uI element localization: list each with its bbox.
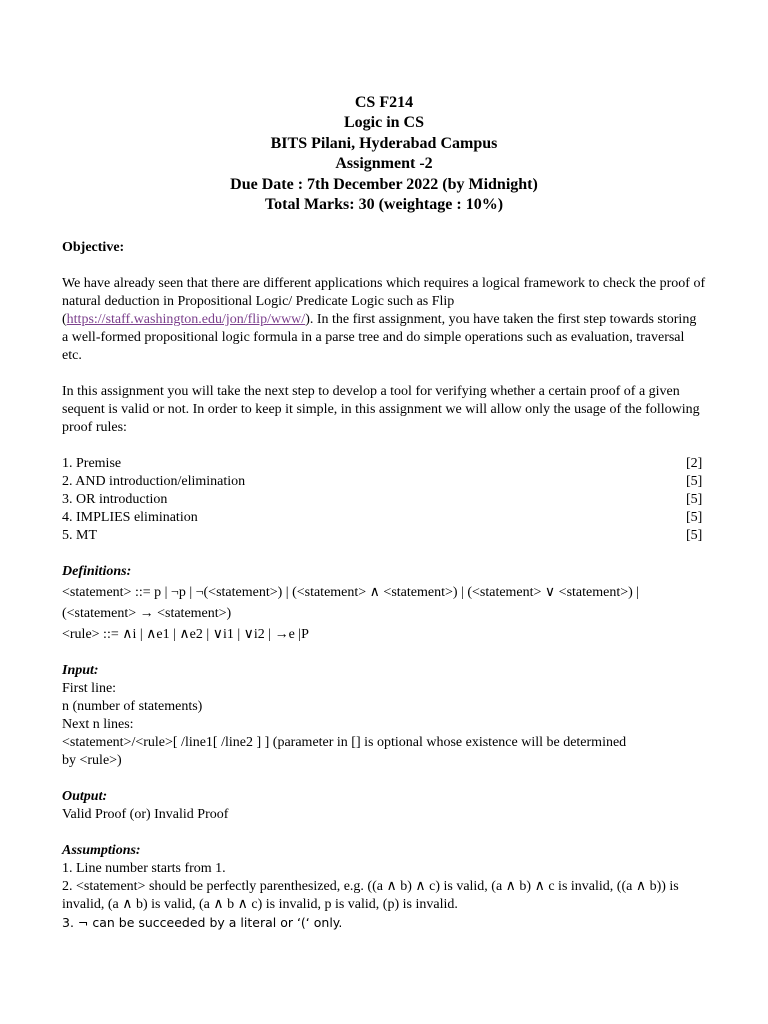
input-line-2: n (number of statements)	[62, 699, 203, 714]
rules-list	[62, 455, 706, 545]
rule-label: 4. IMPLIES elimination	[62, 510, 198, 525]
output-section	[62, 788, 706, 824]
document-body	[62, 239, 706, 950]
input-section	[62, 662, 706, 770]
assumptions-section	[62, 842, 706, 932]
course-name: Logic in CS	[343, 114, 424, 132]
output-line-1: Valid Proof (or) Invalid Proof	[62, 807, 229, 822]
input-line-5: by <rule>)	[62, 753, 122, 768]
assumption-item-2: 2. <statement> should be perfectly parenthesized, e.g. ((a ∧ b) ∧ c) is valid, (a ∧ b) ∧ c is invalid, ((a ∧ b)) is invalid, (a ∧ b) is valid, (a ∧ b ∧ c) is invalid, p is valid, (p) is invalid.	[62, 879, 679, 912]
assignment-title: Assignment -2	[335, 155, 433, 173]
rule-marks: [5]	[686, 528, 703, 543]
rule-label: 3. OR introduction	[62, 492, 168, 507]
objective-heading: Objective:	[62, 240, 125, 255]
statement-grammar-line-1: <statement> ::= p | ¬p | ¬(<statement>) | (<statement> ∧ <statement>) | (<statement> ∨ <statement>) |	[62, 585, 640, 600]
objective-text-after-link: ). In the first assignment, you have taken the first step towards storing a well-formed propositional logic formula in a parse tree and do simple operations such as evaluation, traversal etc.	[62, 312, 697, 363]
rule-grammar-line: <rule> ::= ∧i | ∧e1 | ∧e2 | ∨i1 | ∨i2 | →e |P	[62, 627, 309, 642]
assumption-item-1: 1. Line number starts from 1.	[62, 861, 226, 876]
rule-marks: [5]	[686, 510, 703, 525]
flip-link[interactable]: https://staff.washington.edu/jon/flip/www/	[66, 312, 306, 327]
rule-label: 2. AND introduction/elimination	[62, 474, 246, 489]
rule-marks: [5]	[686, 492, 703, 507]
definitions-section	[62, 563, 706, 644]
definitions-heading: Definitions:	[62, 564, 132, 579]
input-line-3: Next n lines:	[62, 717, 134, 732]
input-line-1: First line:	[62, 681, 117, 696]
rule-marks: [5]	[686, 474, 703, 489]
input-line-4: <statement>/<rule>[ /line1[ /line2 ] ] (parameter in [] is optional whose existence will be determined	[62, 735, 627, 750]
objective-paragraph-1	[62, 275, 706, 365]
objective-text-before-link: We have already seen that there are different applications which requires a logical framework to check the proof of natural deduction in Propositional Logic/ Predicate Logic such as Flip (	[62, 276, 706, 327]
institute-name: BITS Pilani, Hyderabad Campus	[270, 134, 498, 152]
input-heading: Input:	[62, 663, 99, 678]
rule-label: 1. Premise	[62, 456, 122, 471]
rule-marks: [2]	[686, 456, 703, 471]
rule-item	[62, 491, 706, 509]
rule-item	[62, 509, 706, 527]
due-date: Due Date : 7th December 2022 (by Midnight)	[230, 175, 538, 193]
assumptions-heading: Assumptions:	[62, 843, 141, 858]
rule-item	[62, 527, 706, 545]
rule-item	[62, 455, 706, 473]
total-marks: Total Marks: 30 (weightage : 10%)	[264, 196, 504, 214]
assumption-item-3: 3. ¬ can be succeeded by a literal or ‘(‘ only.	[62, 915, 343, 930]
course-code: CS F214	[354, 94, 414, 111]
rule-item	[62, 473, 706, 491]
statement-grammar-line-2: (<statement> → <statement>)	[62, 606, 232, 621]
output-heading: Output:	[62, 789, 108, 804]
rule-label: 5. MT	[62, 528, 97, 543]
title-block	[0, 93, 768, 215]
objective-paragraph-2: In this assignment you will take the next step to develop a tool for verifying whether a certain proof of a given sequent is valid or not. In order to keep it simple, in this assignment we will allow only the usage of the following proof rules:	[62, 384, 700, 435]
